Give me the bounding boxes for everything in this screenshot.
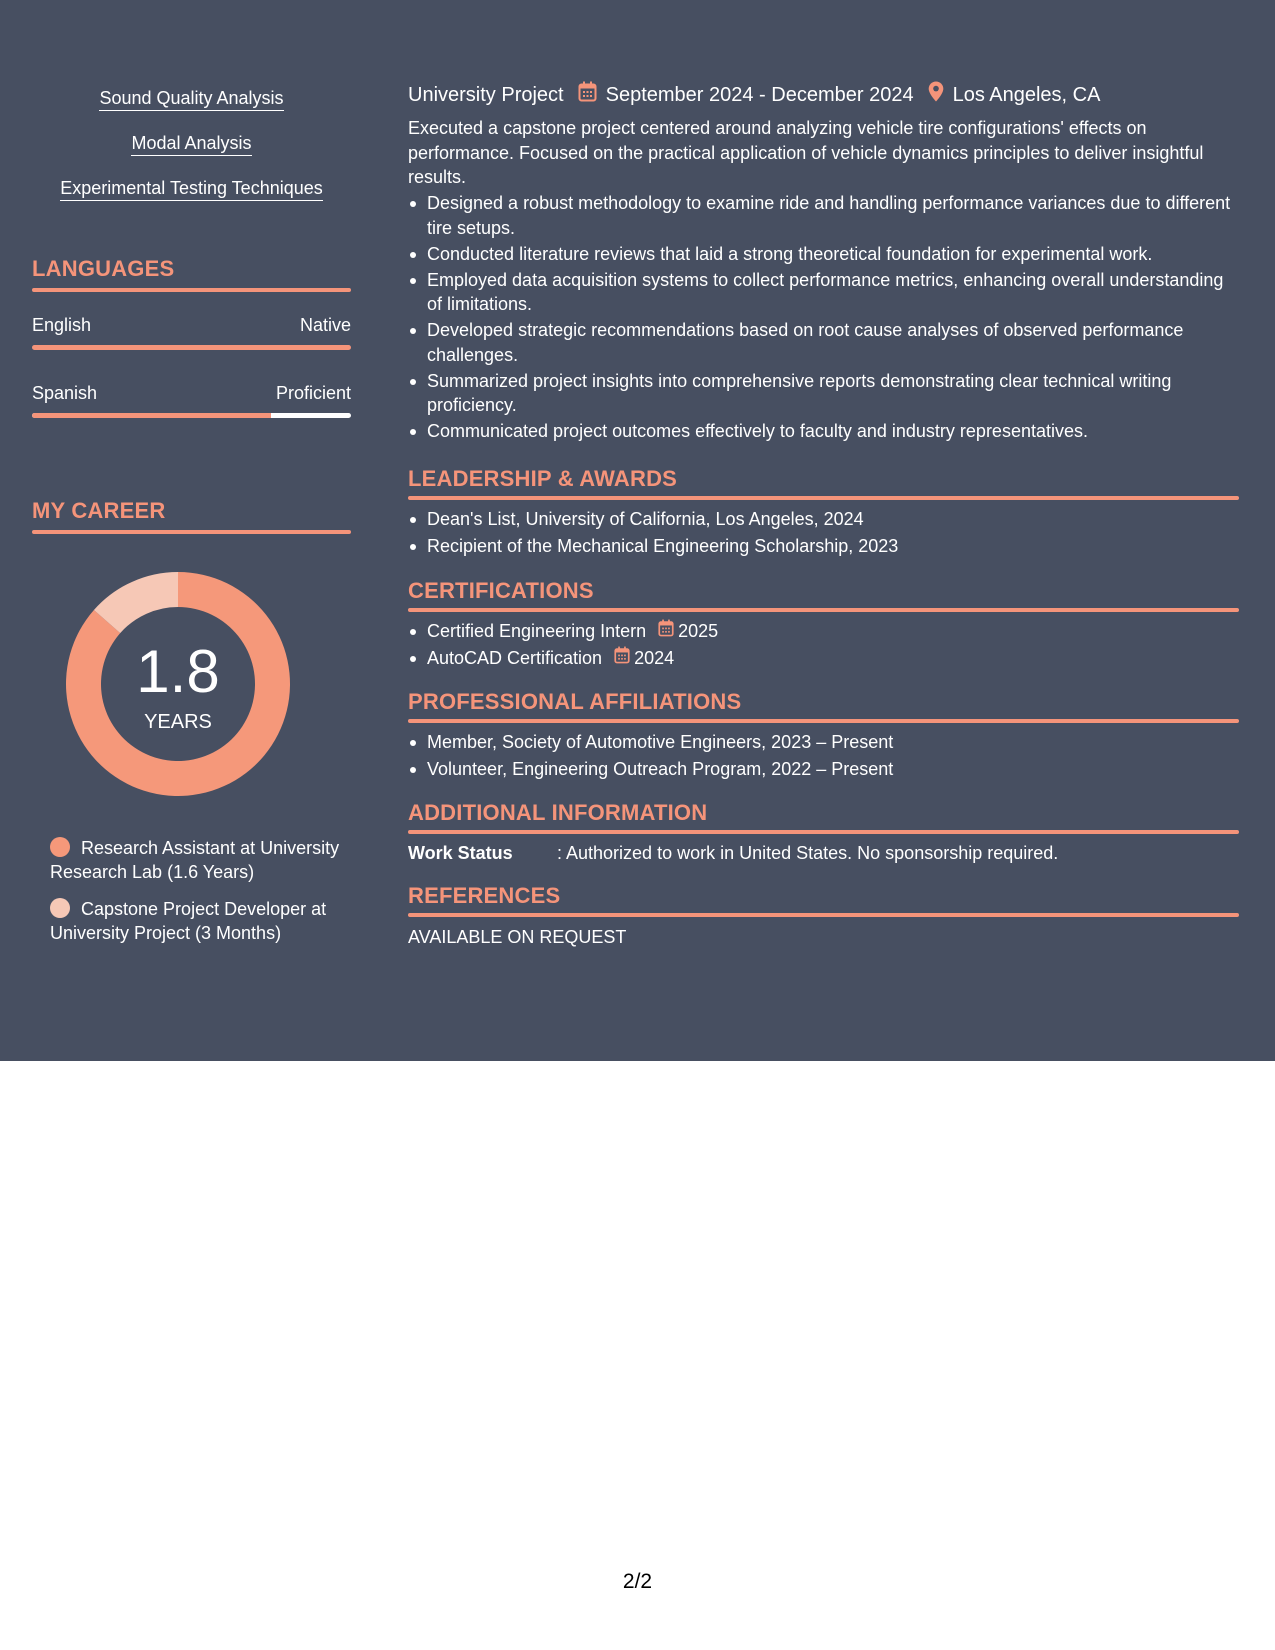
leadership-title: LEADERSHIP & AWARDS [408, 466, 678, 491]
calendar-icon [578, 81, 597, 109]
section-divider [32, 530, 351, 534]
languages-section [32, 256, 351, 418]
list-item: Communicated project outcomes effectively to faculty and industry representatives. [408, 419, 1239, 444]
certification-year: 2025 [678, 620, 719, 641]
skill-link[interactable]: Modal Analysis [131, 132, 251, 156]
work-status-row [408, 841, 1239, 865]
career-section [32, 498, 351, 534]
skills-list [32, 87, 351, 222]
list-item: Conducted literature reviews that laid a strong theoretical foundation for experimental work. [408, 242, 1239, 267]
project-description: Executed a capstone project centered around analyzing vehicle tire configurations' effects on performance. Focused on the practical application of vehicle dynamics principles to deliver insightful results. [408, 118, 1204, 187]
certification-year: 2024 [634, 648, 675, 668]
affiliations-title: PROFESSIONAL AFFILIATIONS [408, 689, 742, 714]
list-item: Summarized project insights into comprehensive reports demonstrating clear technical writing proficiency. [408, 369, 1239, 418]
references-title: REFERENCES [408, 883, 561, 908]
language-proficiency-fill [32, 413, 271, 418]
section-divider [32, 288, 351, 292]
list-item: Member, Society of Automotive Engineers, 2023 – Present [408, 730, 1239, 755]
project-bullets [408, 191, 1239, 445]
additional-info-title: ADDITIONAL INFORMATION [408, 800, 708, 825]
references-section [408, 883, 1239, 949]
language-level: Proficient [275, 383, 351, 403]
calendar-icon [658, 619, 674, 644]
career-title: MY CAREER [32, 498, 166, 523]
language-proficiency-bar [32, 345, 351, 350]
project-dates: September 2024 - December 2024 [605, 84, 914, 106]
calendar-icon [614, 646, 630, 671]
affiliations-list [408, 730, 1239, 782]
references-text: AVAILABLE ON REQUEST [408, 926, 627, 947]
language-name: Spanish [32, 383, 98, 403]
language-proficiency-fill [32, 345, 351, 350]
work-status-label: Work Status [408, 842, 513, 863]
list-item: Recipient of the Mechanical Engineering Scholarship, 2023 [408, 534, 1239, 559]
section-divider [408, 608, 1239, 612]
legend-label: Research Assistant at University Research Lab (1.6 Years) [50, 838, 340, 882]
legend-item [50, 897, 340, 945]
leadership-section [408, 466, 1239, 562]
list-item: Employed data acquisition systems to collect performance metrics, enhancing overall understanding of limitations. [408, 268, 1239, 317]
list-item: Designed a robust methodology to examine ride and handling performance variances due to different tire setups. [408, 191, 1239, 240]
page-number: 2/2 [622, 1570, 653, 1593]
language-row [32, 314, 351, 336]
legend-dot [50, 898, 70, 918]
list-item: Volunteer, Engineering Outreach Program, 2022 – Present [408, 757, 1239, 782]
languages-title: LANGUAGES [32, 256, 175, 281]
certifications-section [408, 578, 1239, 674]
language-proficiency-bar [32, 413, 351, 418]
certification-name: AutoCAD Certification [427, 648, 603, 668]
legend-label: Capstone Project Developer at University Project (3 Months) [50, 899, 327, 943]
list-item [408, 646, 1239, 671]
additional-info-section [408, 800, 1239, 865]
section-divider [408, 913, 1239, 917]
certifications-list [408, 619, 1239, 671]
affiliations-section [408, 689, 1239, 785]
skill-link[interactable]: Experimental Testing Techniques [60, 177, 323, 201]
legend-item [50, 836, 340, 884]
list-item [408, 619, 1239, 644]
career-total-unit: YEARS [144, 711, 212, 733]
skill-link[interactable]: Sound Quality Analysis [99, 87, 283, 111]
language-row [32, 382, 351, 404]
language-name: English [32, 315, 92, 335]
list-item: Developed strategic recommendations based on root cause analyses of observed performance challenges. [408, 318, 1239, 367]
section-divider [408, 496, 1239, 500]
leadership-list [408, 507, 1239, 559]
certifications-title: CERTIFICATIONS [408, 578, 594, 603]
list-item: Dean's List, University of California, Los Angeles, 2024 [408, 507, 1239, 532]
section-divider [408, 830, 1239, 834]
legend-dot [50, 837, 70, 857]
career-total-value: 1.8 [136, 638, 220, 705]
project-location: Los Angeles, CA [952, 84, 1101, 106]
section-divider [408, 719, 1239, 723]
project-header [408, 81, 1239, 109]
career-legend [50, 836, 340, 958]
language-level: Native [299, 315, 351, 335]
certification-name: Certified Engineering Intern [427, 620, 647, 641]
project-name: University Project [408, 84, 564, 106]
location-pin-icon [928, 81, 944, 109]
work-status-value: : Authorized to work in United States. No sponsorship required. [557, 842, 1059, 863]
career-donut-chart [66, 572, 290, 796]
